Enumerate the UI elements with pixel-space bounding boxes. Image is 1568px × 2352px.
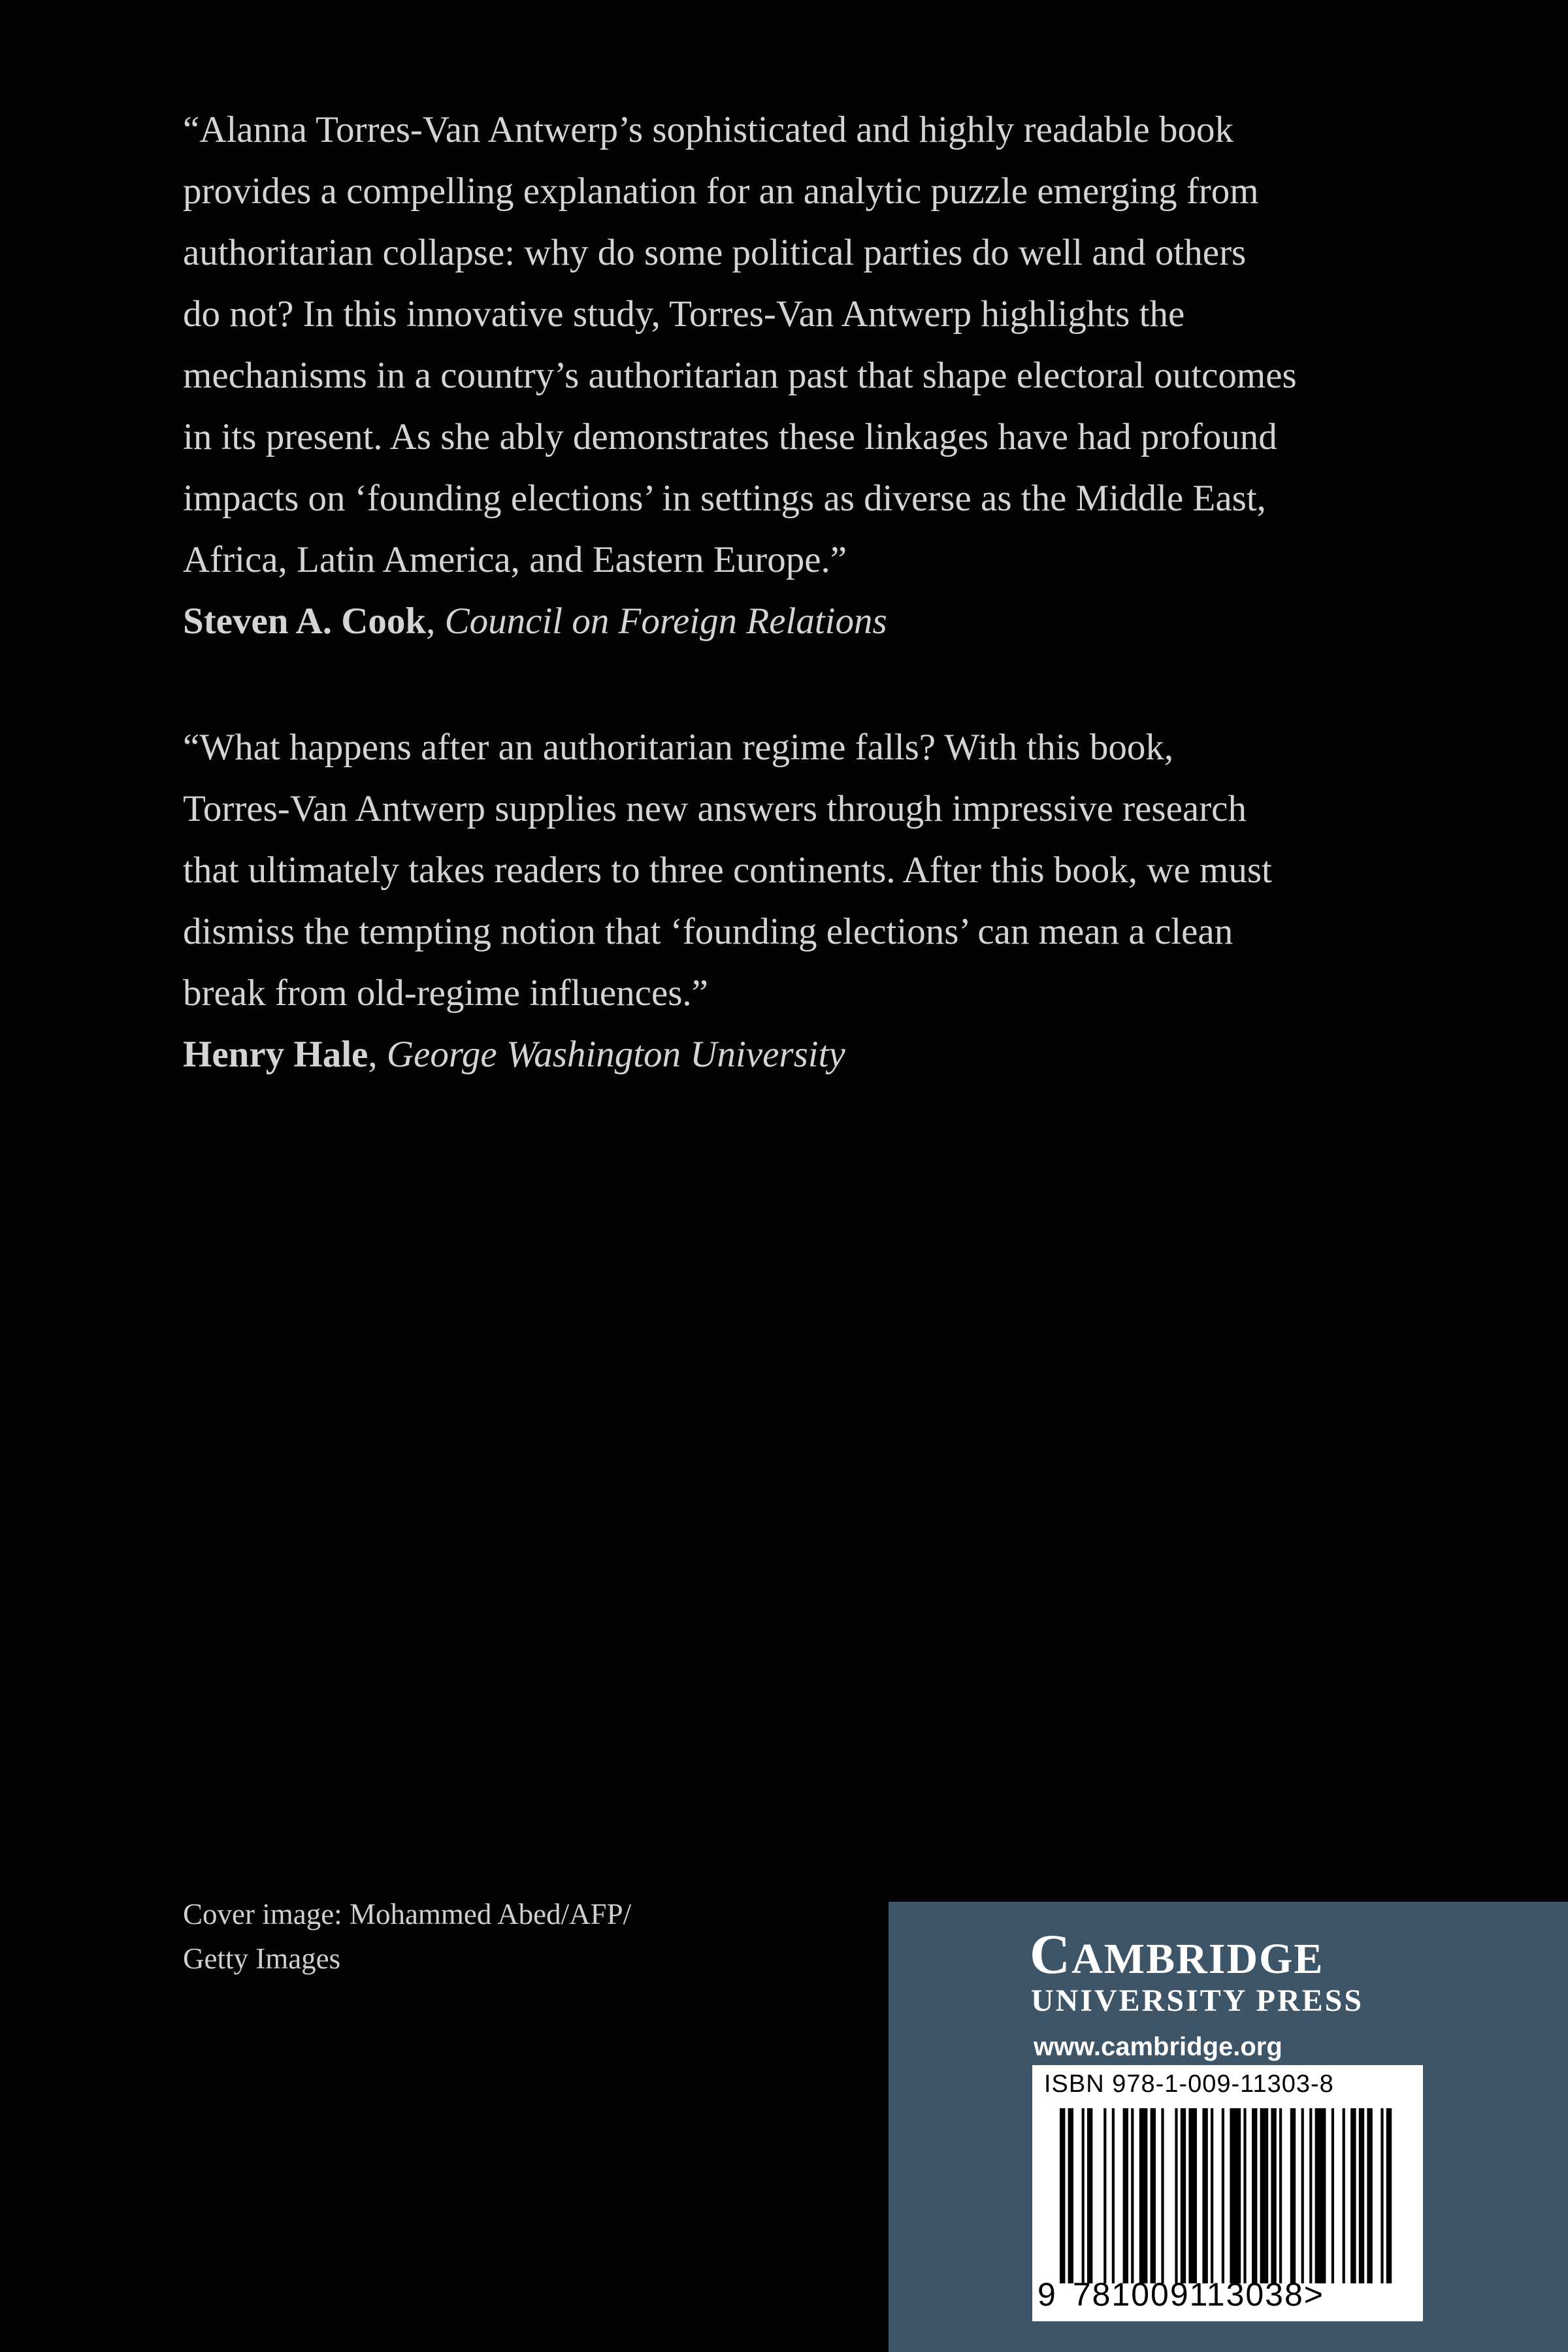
barcode-bar [1103,2108,1106,2283]
endorser-name: Steven A. Cook [183,601,427,642]
quote-line: break from old-regime influences.” [183,972,708,1014]
barcode-bar [1386,2108,1392,2283]
cover-credit-line: Cover image: Mohammed Abed/AFP/ [183,1898,632,1930]
barcode-bar [1271,2108,1276,2283]
blurb-attribution [183,591,1424,652]
barcode-bar [1123,2108,1128,2283]
publisher-url: www.cambridge.org [1034,2032,1282,2061]
quote-line: “What happens after an authoritarian regime falls? With this book, [183,727,1174,768]
barcode-bar [1112,2108,1115,2283]
barcode-bar [1260,2108,1269,2283]
quote-line: that ultimately takes readers to three continents. After this book, we must [183,850,1272,891]
barcode-bar [1082,2108,1085,2283]
barcode-bar [1188,2108,1197,2283]
barcode-bar [1343,2108,1345,2283]
barcode-bar [1131,2108,1134,2283]
publisher-logo [1030,1921,1324,1987]
barcode-bar [1230,2108,1241,2283]
barcode-bar [1243,2108,1246,2283]
endorser-affiliation: George Washington University [386,1034,845,1075]
publisher-name-initial: C [1030,1923,1072,1985]
barcode-bar [1087,2108,1092,2283]
barcode-bar [1252,2108,1257,2283]
barcode-end-mark: > [1303,2276,1323,2313]
isbn-barcode [1032,2065,1423,2321]
barcode-bar [1181,2108,1186,2283]
quote-line: “Alanna Torres-Van Antwerp’s sophisticated and highly readable book [183,109,1233,150]
barcode-first-digit: 9 [1037,2276,1056,2313]
blurb-quote-cook [183,99,1424,652]
quote-line: in its present. As she ably demonstrates these linkages have had profound [183,416,1277,457]
barcode-bar [1301,2108,1304,2283]
barcode-bar [1279,2108,1282,2283]
endorser-affiliation: Council on Foreign Relations [444,601,887,642]
barcode-bar [1222,2108,1224,2283]
publisher-subtitle: UNIVERSITY PRESS [1031,1983,1364,2018]
quote-line: Torres-Van Antwerp supplies new answers through impressive research [183,788,1247,829]
cover-credit-line: Getty Images [183,1942,341,1975]
barcode-bar [1151,2108,1156,2283]
barcode-bar [1309,2108,1312,2283]
quote-line: authoritarian collapse: why do some political parties do well and others [183,232,1247,273]
barcode-bar [1380,2108,1383,2283]
publisher-name-rest: AMBRIDGE [1071,1935,1324,1983]
barcode-digits [1037,2276,1323,2313]
quote-line: mechanisms in a country’s authoritarian past that shape electoral outcomes [183,355,1297,396]
barcode-bar [1139,2108,1148,2283]
attribution-separator: , [368,1034,387,1075]
quote-line: impacts on ‘founding elections’ in settings as diverse as the Middle East, [183,478,1266,519]
blurb-attribution [183,1024,1424,1085]
quote-line: do not? In this innovative study, Torres-Van Antwerp highlights the [183,293,1185,335]
quote-line: dismiss the tempting notion that ‘founding elections’ can mean a clean [183,911,1233,952]
attribution-separator: , [426,601,445,642]
endorser-name: Henry Hale [183,1034,368,1075]
barcode-bar [1202,2108,1207,2283]
isbn-number: ISBN 978-1-009-11303-8 [1044,2070,1334,2098]
barcode-bar [1068,2108,1073,2283]
publisher-panel [889,1902,1568,2352]
barcode-bar [1331,2108,1334,2283]
barcode-bar [1060,2108,1065,2283]
barcode-bar [1175,2108,1177,2283]
quote-line: provides a compelling explanation for an analytic puzzle emerging from [183,171,1259,212]
barcode-bar [1211,2108,1213,2283]
barcode-bar [1350,2108,1356,2283]
barcode-bar [1367,2108,1372,2283]
barcode-bar [1359,2108,1364,2283]
barcode-bar [1315,2108,1326,2283]
barcode-bar [1290,2108,1296,2283]
barcode-bar [1161,2108,1164,2283]
barcode-bars-icon [1060,2108,1399,2283]
blurb-quote-hale [183,717,1424,1085]
barcode-digit-group: 781009113038 [1072,2276,1304,2313]
quote-line: Africa, Latin America, and Eastern Europe.” [183,539,847,580]
cover-image-credit [183,1892,631,1981]
